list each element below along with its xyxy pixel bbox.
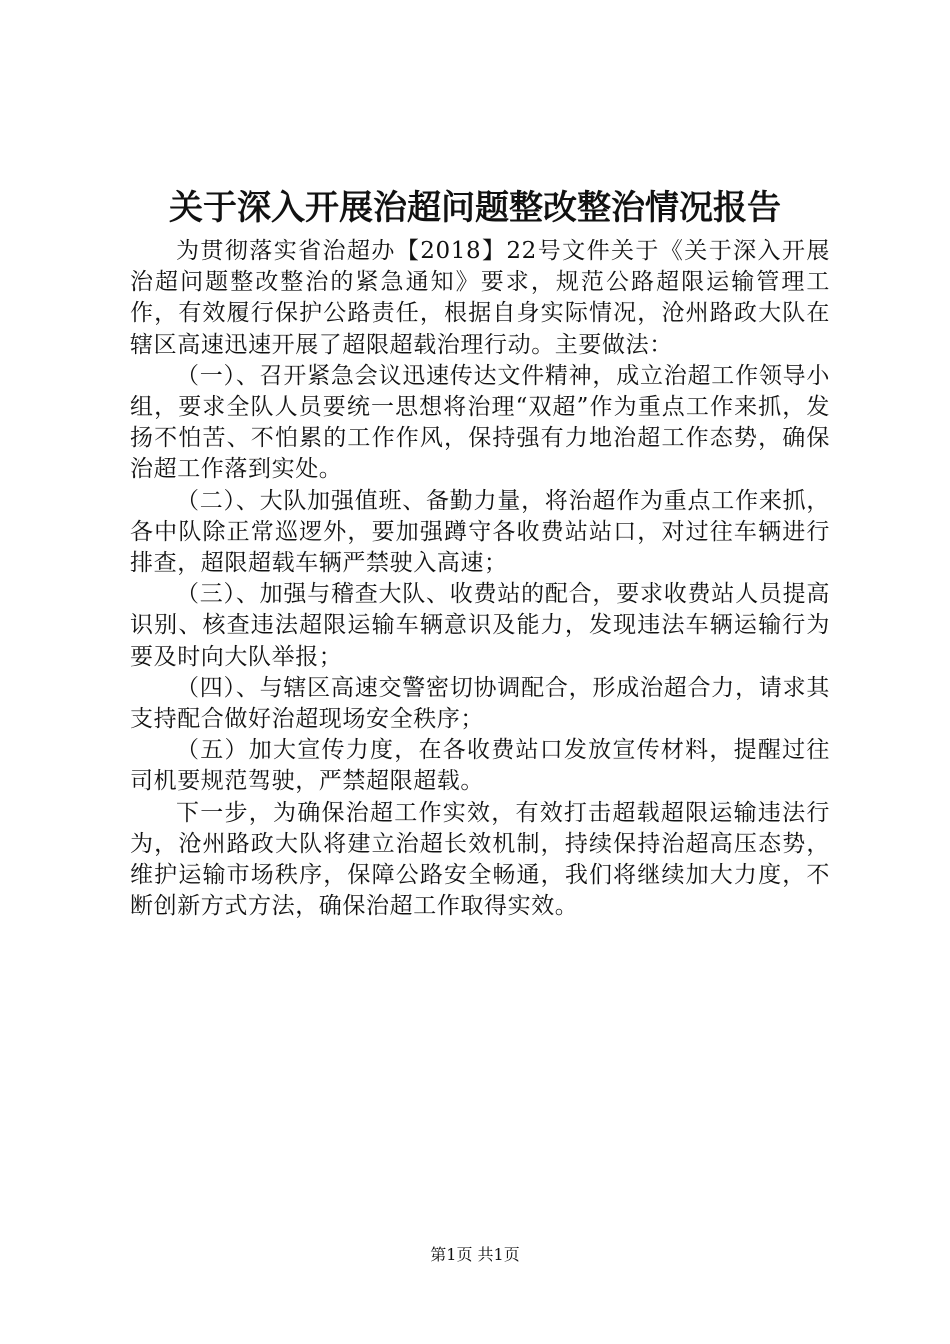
page-footer: 第1页 共1页 <box>430 1245 520 1264</box>
page-title: 关于深入开展治超问题整改整治情况报告 <box>169 188 781 228</box>
paragraph-item-1: （一）、召开紧急会议迅速传达文件精神，成立治超工作领导小组，要求全队人员要统一思想将治理“双超”作为重点工作来抓，发扬不怕苦、不怕累的工作作风，保持强有力地治超工作态势，确保治超工作落到实处。 <box>130 362 830 483</box>
paragraph-item-4: （四）、与辖区高速交警密切协调配合，形成治超合力，请求其支持配合做好治超现场安全秩序； <box>130 674 830 733</box>
paragraph-next-step: 下一步，为确保治超工作实效，有效打击超载超限运输违法行为，沧州路政大队将建立治超长效机制，持续保持治超高压态势，维护运输市场秩序，保障公路安全畅通，我们将继续加大力度，不断创新方式方法，确保治超工作取得实效。 <box>130 799 830 920</box>
paragraph-item-2: （二）、大队加强值班、备勤力量，将治超作为重点工作来抓，各中队除正常巡逻外，要加强蹲守各收费站站口，对过往车辆进行排查，超限超载车辆严禁驶入高速； <box>130 487 830 577</box>
document-body <box>130 236 830 922</box>
paragraph-item-3: （三）、加强与稽查大队、收费站的配合，要求收费站人员提高识别、核查违法超限运输车辆意识及能力，发现违法车辆运输行为要及时向大队举报； <box>130 581 830 670</box>
paragraph-item-5: （五）加大宣传力度，在各收费站口发放宣传材料，提醒过往司机要规范驾驶，严禁超限超载。 <box>130 737 830 795</box>
paragraph-intro: 为贯彻落实省治超办【2018】22号文件关于《关于深入开展治超问题整改整治的紧急通知》要求，规范公路超限运输管理工作，有效履行保护公路责任，根据自身实际情况，沧州路政大队在辖区高速迅速开展了超限超载治理行动。主要做法： <box>130 238 830 358</box>
